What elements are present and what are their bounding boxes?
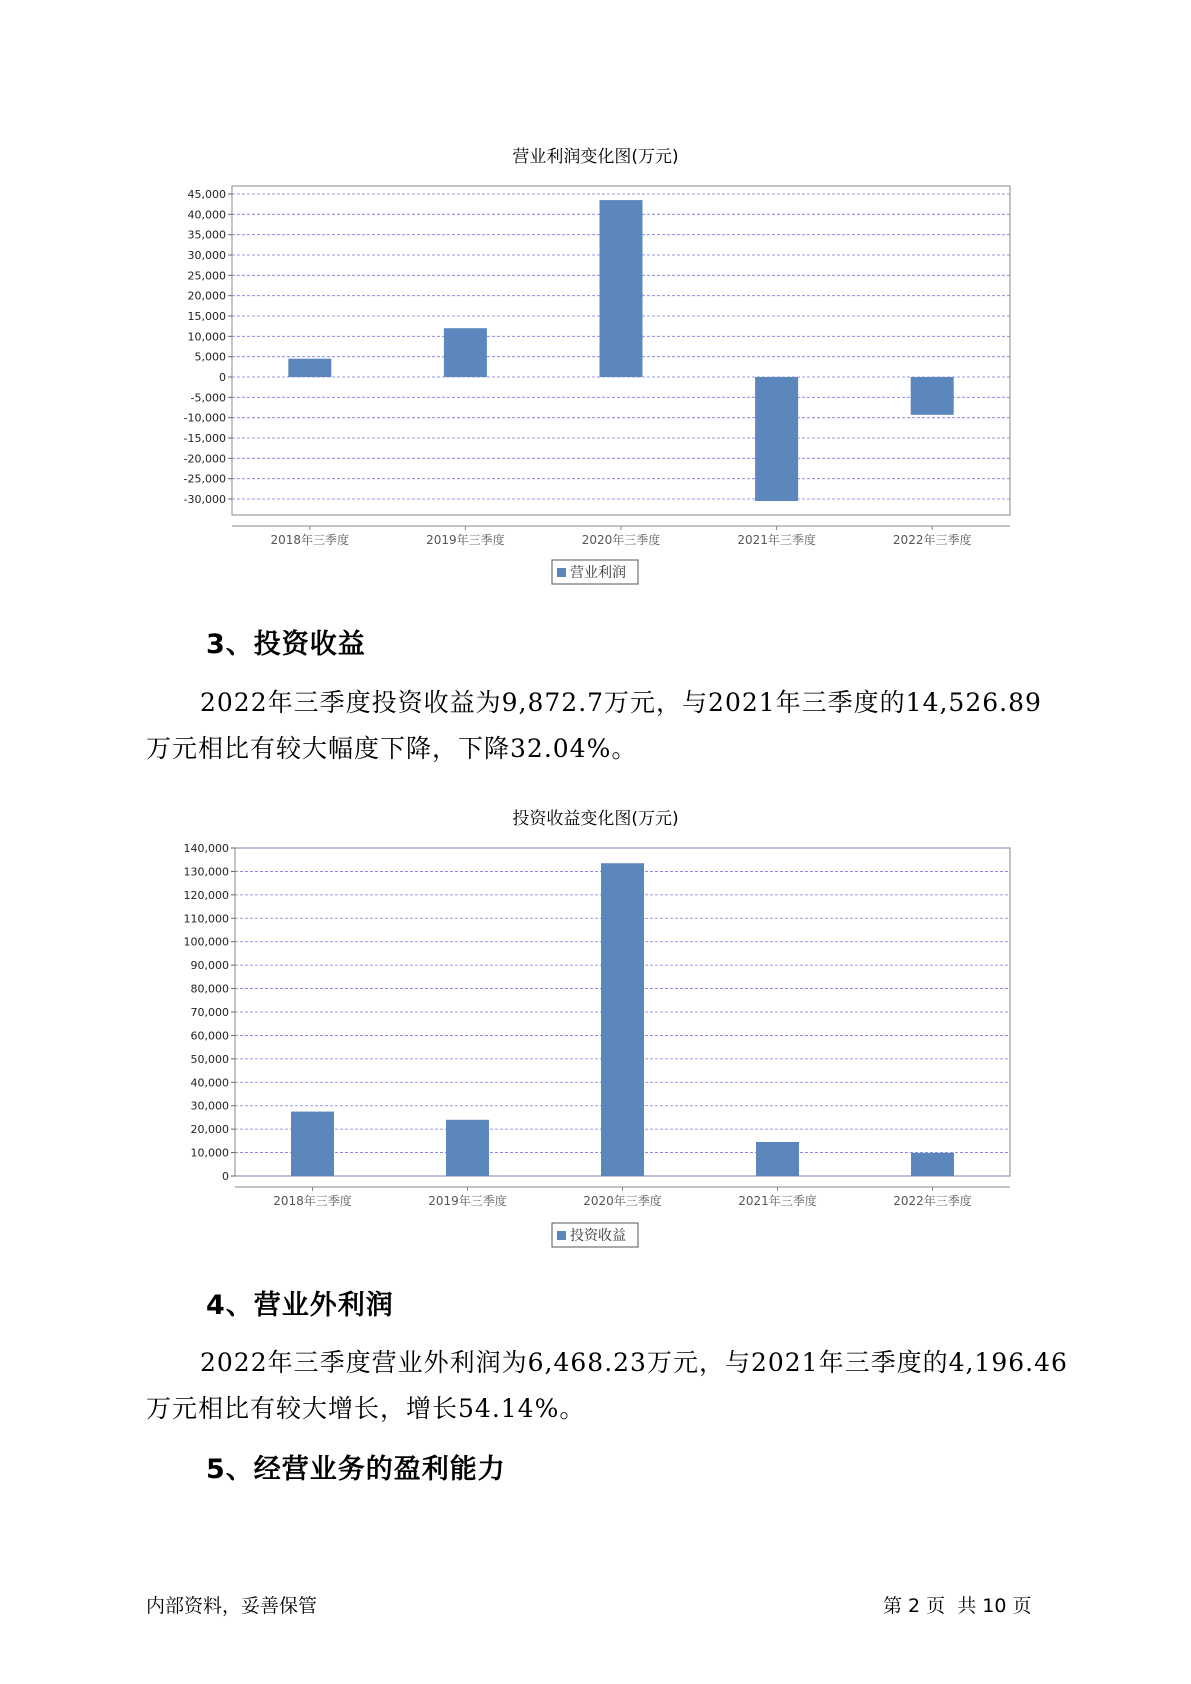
bar [446,1120,489,1176]
x-tick-label: 2022年三季度 [892,533,972,547]
y-tick-label: 90,000 [190,959,229,973]
y-tick-label: -10,000 [183,411,226,425]
bar [444,328,487,377]
y-tick-label: 60,000 [190,1029,229,1043]
y-tick-label: 70,000 [190,1006,229,1019]
bar [911,377,954,415]
y-tick-label: 10,000 [187,330,226,344]
section-3-line-1: 2022年三季度投资收益为9,872.7万元，与2021年三季度的14,526.89 [200,688,1042,717]
y-tick-label: 110,000 [183,912,229,926]
y-tick-label: 0 [222,1170,229,1183]
x-tick-label: 2019年三季度 [428,1194,507,1208]
y-tick-label: 25,000 [187,269,226,283]
x-tick-label: 2021年三季度 [737,533,816,547]
legend-swatch [557,568,566,577]
y-tick-label: 5,000 [194,350,226,364]
footer-page-number: 第 2 页 共 10 页 [883,1595,1032,1617]
y-tick-label: -25,000 [183,472,226,486]
bar [600,200,643,377]
legend-label: 投资收益 [570,1228,626,1244]
x-tick-label: 2020年三季度 [583,1194,662,1208]
y-tick-label: 30,000 [190,1099,229,1113]
y-tick-label: 0 [219,371,226,384]
x-tick-label: 2019年三季度 [426,533,505,547]
legend-label: 营业利润 [570,565,626,581]
y-tick-label: 130,000 [183,865,229,879]
section-4-line-2: 万元相比有较大增长，增长54.14%。 [146,1394,586,1423]
bar [756,1142,799,1176]
footer-confidential-note: 内部资料，妥善保管 [146,1595,318,1617]
section-5-heading: 5、经营业务的盈利能力 [206,1454,506,1485]
investment-income-chart-title: 投资收益变化图(万元) [512,809,679,829]
section-4-heading: 4、营业外利润 [206,1290,394,1321]
x-tick-label: 2022年三季度 [893,1194,972,1208]
y-tick-label: 20,000 [187,289,226,303]
y-tick-label: 10,000 [190,1146,229,1160]
y-tick-label: 50,000 [190,1052,229,1066]
section-3-heading: 3、投资收益 [206,629,366,660]
bar [601,863,644,1176]
section-4-line-1: 2022年三季度营业外利润为6,468.23万元，与2021年三季度的4,196.46 [200,1348,1068,1377]
y-tick-label: -15,000 [183,432,226,445]
y-tick-label: -5,000 [190,391,226,405]
y-tick-label: 120,000 [183,888,229,902]
y-tick-label: 45,000 [187,188,226,201]
section-3-paragraph [146,680,1076,772]
operating-profit-chart [0,180,1191,600]
bar [911,1153,954,1176]
section-4-paragraph [146,1340,1076,1432]
legend-swatch [557,1231,566,1240]
operating-profit-chart-title: 营业利润变化图(万元) [512,147,679,167]
bar [291,1112,334,1176]
y-tick-label: -30,000 [183,493,226,506]
y-tick-label: 30,000 [187,249,226,262]
bar [288,359,331,377]
x-tick-label: 2021年三季度 [738,1194,817,1208]
y-tick-label: -20,000 [183,452,226,466]
y-tick-label: 15,000 [187,310,226,323]
y-tick-label: 20,000 [190,1123,229,1137]
x-tick-label: 2020年三季度 [581,533,661,547]
y-tick-label: 140,000 [183,842,229,855]
x-tick-label: 2018年三季度 [270,533,350,547]
y-tick-label: 100,000 [183,935,229,949]
y-tick-label: 40,000 [190,1076,229,1090]
y-tick-label: 40,000 [187,208,226,222]
investment-income-chart [0,836,1191,1256]
bar [755,377,798,501]
y-tick-label: 80,000 [190,982,229,996]
x-tick-label: 2018年三季度 [273,1194,352,1208]
section-3-line-2: 万元相比有较大幅度下降，下降32.04%。 [146,734,638,763]
y-tick-label: 35,000 [187,228,226,242]
